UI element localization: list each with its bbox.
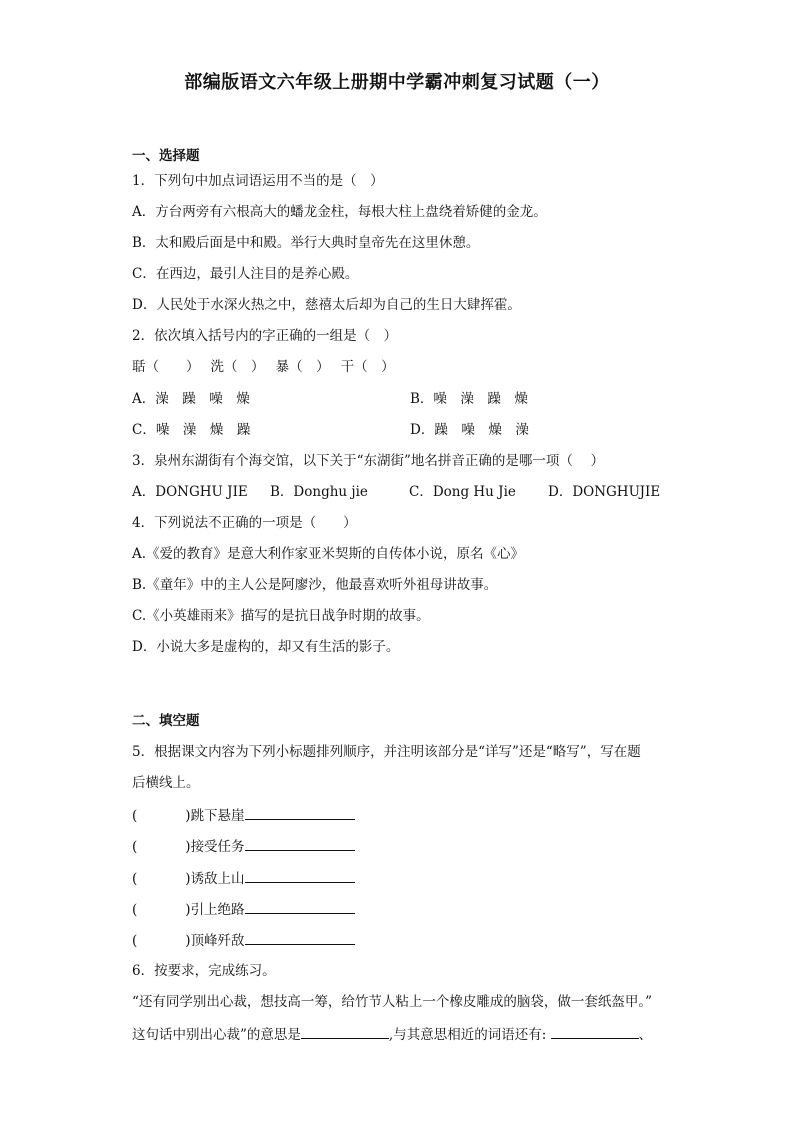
answer-blank[interactable] (245, 836, 355, 851)
question-5-item-label: 引上绝路 (190, 902, 245, 918)
answer-blank[interactable] (245, 930, 355, 945)
question-3-option-c: C．Dong Hu Jie (409, 484, 516, 500)
question-6-text-a: 这句话中别出心裁”的意思是 (132, 1027, 301, 1043)
question-1-option-b: B．太和殿后面是中和殿。举行大典时皇帝先在这里休憩。 (132, 235, 480, 251)
question-5-item: ( )引上绝路 (132, 899, 355, 920)
question-4-option-d: D．小说大多是虚构的，却又有生活的影子。 (132, 639, 400, 655)
question-3-option-b: B．Donghu jie (270, 484, 368, 500)
question-2-option-d: D．躁 噪 燥 澡 (410, 422, 529, 438)
section-heading-fill: 二、填空题 (132, 713, 200, 729)
question-4-option-a: A.《爱的教育》是意大利作家亚米契斯的自传体小说，原名《心》 (132, 546, 525, 562)
question-5-stem-line2: 后横线上。 (132, 775, 200, 791)
question-6-quote: “还有同学别出心裁，想技高一筹，给竹节人粘上一个橡皮雕成的脑袋，做一套纸盔甲。” (132, 994, 653, 1010)
question-5-item-label: 接受任务 (190, 839, 245, 855)
question-2-stem: 2．依次填入括号内的字正确的一组是（ ） (132, 328, 398, 344)
answer-blank[interactable] (301, 1024, 389, 1039)
question-5-item-label: 顶峰歼敌 (190, 933, 245, 949)
question-1-option-a: A．方台两旁有六根高大的蟠龙金柱，每根大柱上盘绕着矫健的金龙。 (132, 204, 547, 220)
question-2-option-a: A．澡 躁 噪 燥 (132, 391, 250, 407)
question-5-item: ( )跳下悬崖 (132, 805, 355, 826)
question-5-item-label: 跳下悬崖 (190, 808, 245, 824)
question-1-option-d: D．人民处于水深火热之中，慈禧太后却为自己的生日大肆挥霍。 (132, 297, 521, 313)
question-6-text-c: 、 (638, 1027, 653, 1043)
question-1-option-c: C．在西边，最引人注目的是养心殿。 (132, 266, 359, 282)
question-4-stem: 4．下列说法不正确的一项是（ ） (132, 515, 357, 531)
answer-blank[interactable] (245, 868, 355, 883)
page-title: 部编版语文六年级上册期中学霸冲刺复习试题（一） (184, 72, 610, 93)
question-5-item: ( )接受任务 (132, 836, 355, 857)
question-5-stem-line1: 5．根据课文内容为下列小标题排列顺序，并注明该部分是“详写”还是“略写”，写在题 (132, 744, 641, 760)
question-3-option-d: D．DONGHUJIE (548, 484, 661, 500)
answer-blank[interactable] (551, 1024, 639, 1039)
question-6-text-b: ,与其意思相近的词语还有: (388, 1027, 547, 1043)
question-3-option-a: A．DONGHU JIE (132, 484, 248, 500)
question-4-option-c: C.《小英雄雨来》描写的是抗日战争时期的故事。 (132, 608, 430, 624)
question-5-item: ( )诱敌上山 (132, 868, 355, 889)
answer-blank[interactable] (245, 805, 355, 820)
question-1-stem: 1．下列句中加点词语运用不当的是（ ） (132, 173, 384, 189)
question-3-stem: 3．泉州东湖街有个海交馆，以下关于“东湖街”地名拼音正确的是哪一项（ ） (132, 453, 605, 469)
question-6-stem: 6．按要求，完成练习。 (132, 963, 276, 979)
question-2-option-b: B．噪 澡 躁 燥 (410, 391, 528, 407)
question-6-prompt (132, 1024, 652, 1045)
answer-blank[interactable] (245, 899, 355, 914)
question-5-item: ( )顶峰歼敌 (132, 930, 355, 951)
question-4-option-b: B.《童年》中的主人公是阿廖沙，他最喜欢听外祖母讲故事。 (132, 577, 498, 593)
question-2-blanks: 聒（ ） 洗（ ） 暴（ ） 干（ ） (132, 359, 395, 375)
question-5-item-label: 诱敌上山 (190, 871, 245, 887)
question-2-option-c: C．噪 澡 燥 躁 (132, 422, 251, 438)
section-heading-choice: 一、选择题 (132, 148, 200, 164)
